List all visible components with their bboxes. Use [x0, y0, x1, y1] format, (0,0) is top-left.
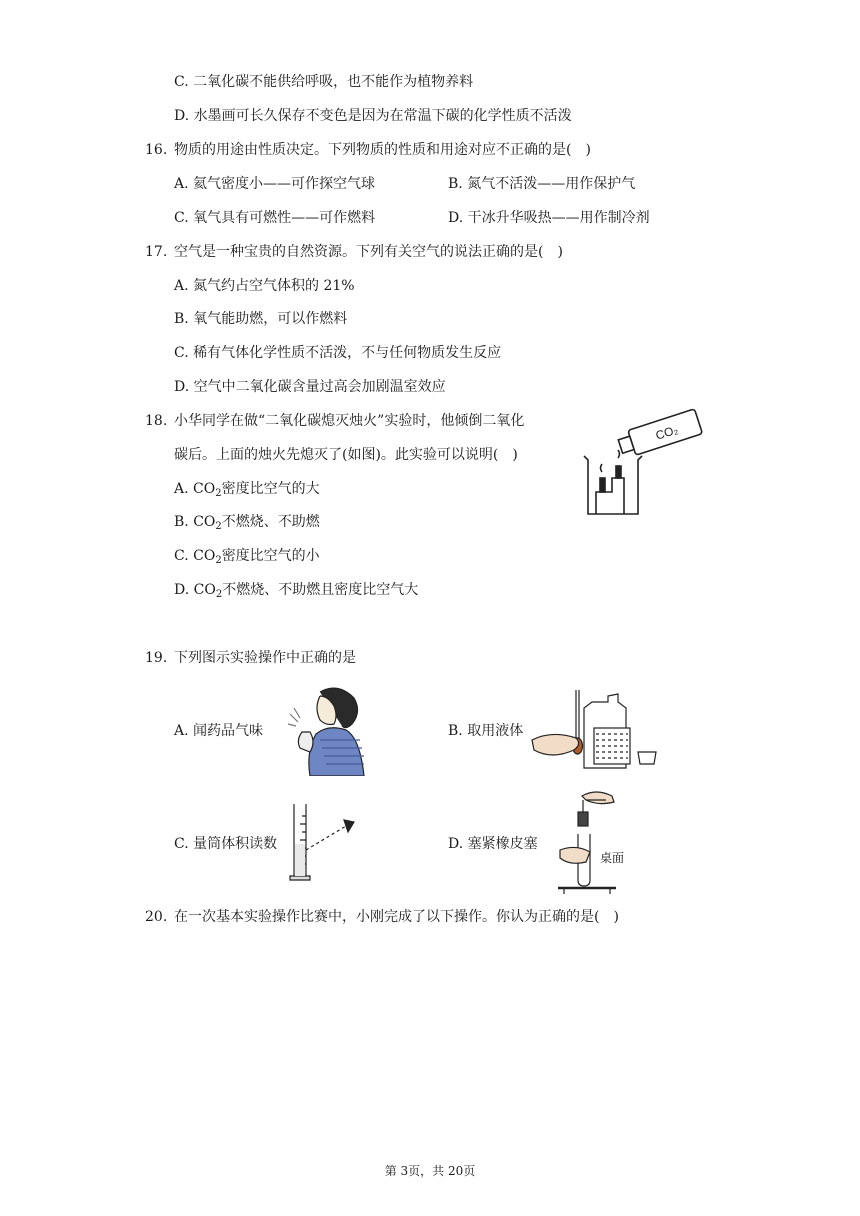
q16-stem: 物质的用途由性质决定。下列物质的性质和用途对应不正确的是( ) — [174, 142, 591, 158]
co2-bottle-label: CO₂ — [653, 422, 680, 443]
q16-option-c: C. 氧气具有可燃性——可作燃料 — [174, 210, 376, 226]
q18-stem-line1: 小华同学在做“二氧化碳熄灭烛火”实验时，他倾倒二氧化 — [174, 413, 525, 429]
smelling-chemical-figure — [280, 684, 368, 776]
desk-label: 桌面 — [600, 851, 625, 865]
q16-option-b: B. 氮气不活泼——用作保护气 — [448, 176, 636, 192]
q19-option-d: D. 塞紧橡皮塞 — [448, 836, 538, 852]
co2-candle-beaker-figure — [582, 400, 714, 518]
q17-option-d: D. 空气中二氧化碳含量过高会加剧温室效应 — [174, 379, 446, 395]
q19-option-a: A. 闻药品气味 — [174, 723, 264, 739]
q19-option-c: C. 量筒体积读数 — [174, 836, 278, 852]
q17-stem: 空气是一种宝贵的自然资源。下列有关空气的说法正确的是( ) — [174, 244, 563, 260]
q18-stem-line2: 碳后。上面的烛火先熄灭了(如图)。此实验可以说明( ) — [174, 447, 518, 463]
q20-stem: 在一次基本实验操作比赛中，小刚完成了以下操作。你认为正确的是( ) — [174, 909, 619, 925]
rubber-stopper-figure — [556, 790, 632, 894]
q15-option-c: C. 二氧化碳不能供给呼吸，也不能作为植物养料 — [174, 74, 474, 90]
q18-option-d: D. $CO_2$不燃烧、不助燃且密度比空气大 — [174, 582, 419, 600]
q19-option-b: B. 取用液体 — [448, 723, 524, 739]
q18-number: 18. — [145, 413, 168, 429]
q17-option-b: B. 氧气能助燃，可以作燃料 — [174, 311, 348, 327]
q16-number: 16. — [145, 142, 168, 158]
q20-number: 20. — [145, 909, 168, 925]
q18-option-b: B. $CO_2$不燃烧、不助燃 — [174, 514, 320, 532]
q17-number: 17. — [145, 244, 168, 260]
q16-option-a: A. 氦气密度小——可作探空气球 — [174, 176, 376, 192]
q19-stem: 下列图示实验操作中正确的是 — [174, 650, 356, 666]
q17-option-c: C. 稀有气体化学性质不活泼，不与任何物质发生反应 — [174, 345, 502, 361]
taking-liquid-figure — [530, 688, 662, 772]
q18-option-c: C. $CO_2$密度比空气的小 — [174, 548, 320, 566]
q18-option-a: A. $CO_2$密度比空气的大 — [174, 481, 320, 499]
page-footer: 第 3页，共 20页 — [384, 1164, 476, 1178]
q16-option-d: D. 干冰升华吸热——用作制冷剂 — [448, 210, 650, 226]
q17-option-a: A. 氮气约占空气体积的 21% — [174, 278, 355, 294]
q19-number: 19. — [145, 650, 168, 666]
graduated-cylinder-figure — [288, 800, 358, 882]
q15-option-d: D. 水墨画可长久保存不变色是因为在常温下碳的化学性质不活泼 — [174, 108, 572, 124]
